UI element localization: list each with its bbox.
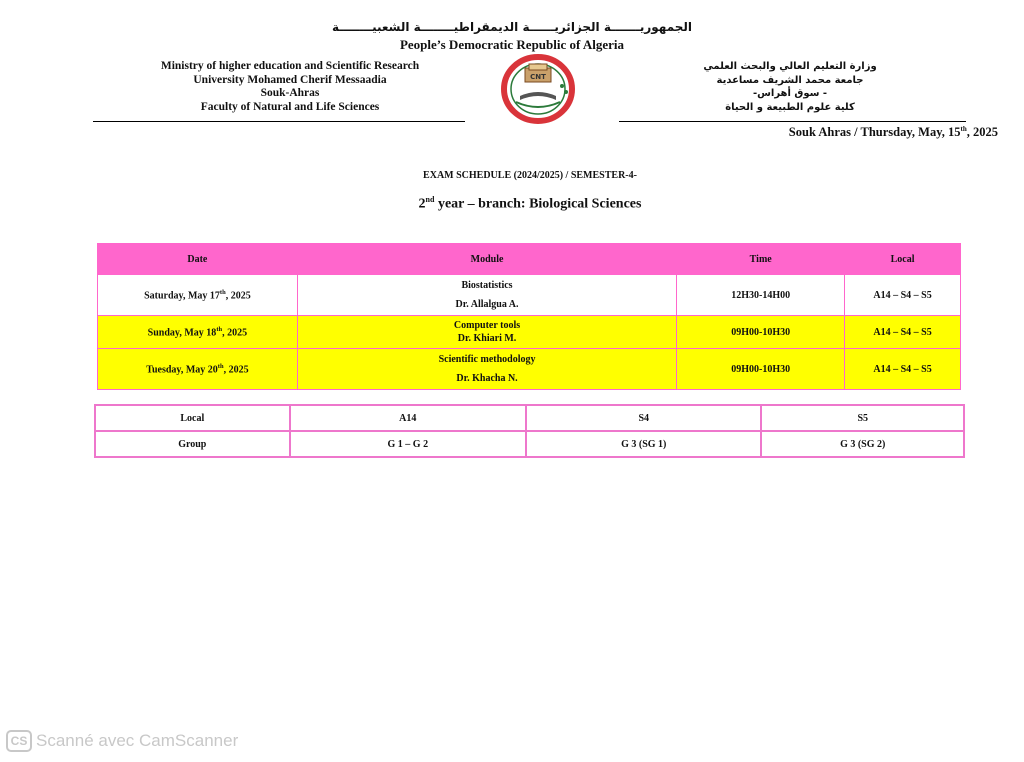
- camscanner-watermark: [6, 730, 238, 752]
- branch-text: year – branch: Biological Sciences: [434, 196, 642, 212]
- exam-date: [98, 349, 298, 390]
- dateline-year: , 2025: [966, 125, 998, 140]
- exam-schedule-title: EXAM SCHEDULE (2024/2025) / SEMESTER-4-: [423, 170, 637, 181]
- schedule-header-row: [98, 244, 961, 275]
- module-name: Biostatistics: [461, 280, 513, 291]
- table-row: [98, 349, 961, 390]
- ministry-line: Ministry of higher education and Scientific Research: [160, 60, 420, 72]
- date-sup: th: [219, 288, 226, 296]
- exam-time: 09H00-10H30: [677, 316, 845, 349]
- local-s4: S4: [526, 405, 761, 431]
- year-sup: nd: [425, 195, 435, 204]
- camscanner-text: Scanné avec CamScanner: [36, 731, 239, 750]
- module-name: Computer tools: [453, 320, 521, 331]
- exam-module: [297, 316, 677, 349]
- exam-schedule-table: [97, 243, 961, 390]
- dateline-sup: th: [960, 125, 967, 133]
- date-year: , 2025: [223, 364, 249, 376]
- table-row: [95, 431, 964, 457]
- year-number: 2: [418, 196, 426, 212]
- faculty-line-ar: كلية علوم الطبيعة و الحياة: [725, 101, 855, 113]
- exam-module: [297, 275, 677, 316]
- date-text: Tuesday, May 20: [146, 364, 218, 376]
- republic-title: People’s Democratic Republic of Algeria: [399, 37, 625, 52]
- teacher-name: Dr. Khacha N.: [456, 373, 518, 384]
- branch-title: [0, 195, 1024, 213]
- date-text: Sunday, May 18: [147, 327, 217, 339]
- group-s4: G 3 (SG 1): [526, 431, 761, 457]
- city-line: Souk-Ahras: [260, 87, 320, 99]
- dateline-main: Souk Ahras / Thursday, May, 15: [788, 125, 961, 140]
- group-s5: G 3 (SG 2): [761, 431, 964, 457]
- teacher-name: Dr. Khiari M.: [457, 333, 517, 344]
- exam-time: 12H30-14H00: [677, 275, 845, 316]
- university-line-ar: جامعة محمد الشريف مساعدية: [716, 74, 864, 86]
- university-logo: [498, 52, 578, 124]
- city-line-ar: - سوق أهراس-: [752, 88, 828, 99]
- header-rule-left: [93, 121, 465, 122]
- exam-local: A14 – S4 – S5: [845, 349, 961, 390]
- exam-local: A14 – S4 – S5: [845, 275, 961, 316]
- date-text: Saturday, May 17: [144, 290, 220, 302]
- group-a14: G 1 – G 2: [290, 431, 526, 457]
- faculty-line: Faculty of Natural and Life Sciences: [200, 100, 380, 113]
- header-date: Date: [98, 244, 298, 275]
- date-year: , 2025: [225, 290, 251, 302]
- table-row: [95, 405, 964, 431]
- document-dateline: [789, 125, 998, 140]
- header-time: Time: [677, 244, 845, 275]
- local-a14: A14: [290, 405, 526, 431]
- exam-date: [98, 275, 298, 316]
- arabic-republic-title: الجمهوريـــــــة الجزائريــــــة الديمقراطيــــــــة الشعبيــــــــة: [332, 20, 692, 34]
- table-row: [98, 316, 961, 349]
- institution-block-ar: [640, 60, 940, 114]
- table-row: [98, 275, 961, 316]
- university-line: University Mohamed Cherif Messaadia: [193, 73, 387, 86]
- header-module: Module: [297, 244, 677, 275]
- ministry-line-ar: وزارة التعليم العالي والبحث العلمي: [703, 61, 877, 72]
- group-label: Group: [95, 431, 290, 457]
- exam-module: [297, 349, 677, 390]
- date-year: , 2025: [222, 327, 248, 339]
- camscanner-icon: CS: [6, 730, 32, 752]
- date-sup: th: [217, 362, 224, 370]
- institution-block-en: [120, 60, 460, 114]
- group-assignment-table: [94, 404, 965, 458]
- date-sup: th: [216, 325, 223, 333]
- logo-caption: CNT: [530, 73, 546, 81]
- teacher-name: Dr. Allalgua A.: [455, 299, 519, 310]
- header-local: Local: [845, 244, 961, 275]
- exam-date: [98, 316, 298, 349]
- module-name: Scientific methodology: [438, 354, 536, 365]
- header-rule-right: [619, 121, 966, 122]
- local-label: Local: [95, 405, 290, 431]
- exam-time: 09H00-10H30: [677, 349, 845, 390]
- exam-local: A14 – S4 – S5: [845, 316, 961, 349]
- local-s5: S5: [761, 405, 964, 431]
